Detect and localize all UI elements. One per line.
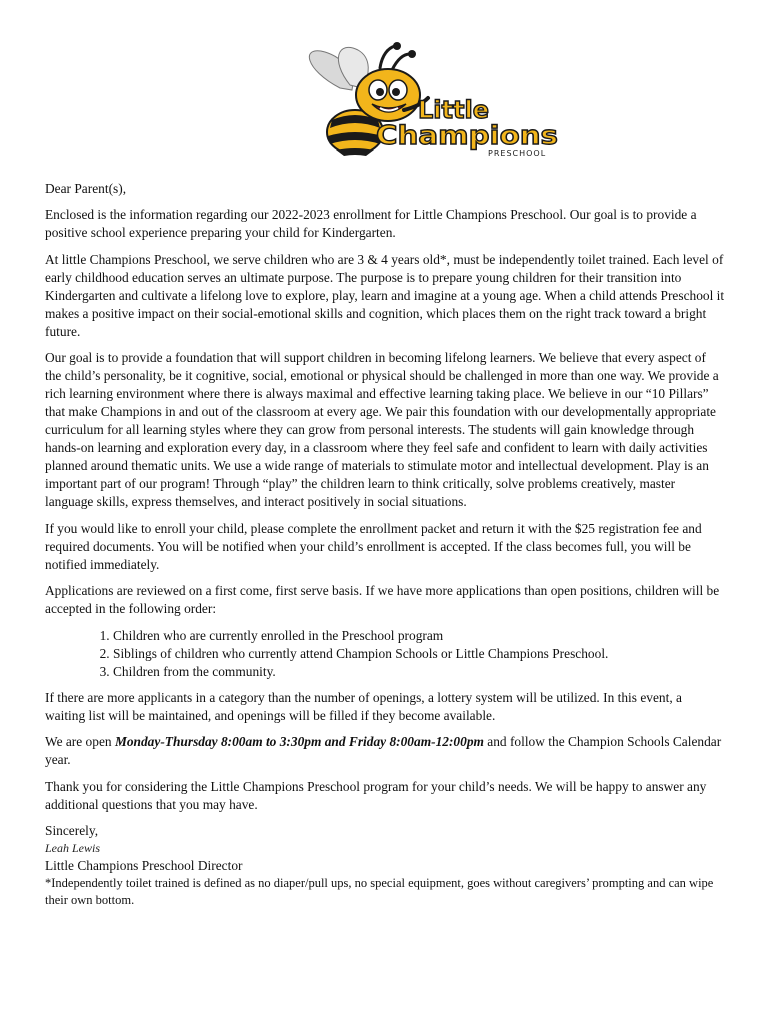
paragraph-our-goal: Our goal is to provide a foundation that will support children in becoming lifelong learners. We believe that every aspect of the child’s personality, be it cognitive, social, emotional or physical should be challenged in more than one way. We provide a rich learning environment where there is always maximal and effective learning taking place. We believe in our “10 Pillars” that make Champions in and out of the classroom at every age. We pair this foundation with our developmentally appropriate curriculum for all learning styles where they can grow from personal interests. The students will gain knowledge through hands-on learning and exploration every day, in a classroom where they feel safe and confident to learn with daily activities planned around thematic units. We use a wide range of materials to stimulate motor and intellectual development. Play is an important part of our program! Through “play” the children learn to think critically, solve problems creatively, master language skills, express themselves, and interact positively in social situations. xyxy=(45,350,719,509)
paragraph-enrollment-intro: Enclosed is the information regarding our 2022-2023 enrollment for Little Champions Preschool. Our goal is to provide a positive school experience preparing your child for Kindergarten. xyxy=(45,207,697,240)
footnote: *Independently toilet trained is defined as no diaper/pull ups, no special equipment, goes without caregivers’ prompting and can wipe their own bottom. xyxy=(45,876,714,907)
list-item: 2. Siblings of children who currently attend Champion Schools or Little Champions Preschool. xyxy=(113,645,725,663)
hours-suffix: and follow the Champion Schools Calendar year. xyxy=(45,734,722,767)
logo-line-champions: Champions xyxy=(376,121,558,151)
paragraph-how-to-enroll: If you would like to enroll your child, please complete the enrollment packet and return it with the $25 registration fee and required documents. You will be notified when your child’s enrollment is accepted. If the class becomes full, you will be notified immediately. xyxy=(45,520,702,572)
signature: Leah Lewis xyxy=(45,841,101,855)
paragraph-application-review: Applications are reviewed on a first come, first serve basis. If we have more applications than open positions, children will be accepted in the following order: xyxy=(45,583,720,616)
signer-title: Little Champions Preschool Director xyxy=(45,858,243,873)
list-item: 1. Children who are currently enrolled in the Preschool program xyxy=(113,627,725,645)
hours-schedule: Monday-Thursday 8:00am to 3:30pm and Friday 8:00am-12:00pm xyxy=(114,734,484,749)
bee-antenna xyxy=(380,46,410,70)
paragraph-lottery: If there are more applicants in a category than the number of openings, a lottery system will be utilized. In this event, a waiting list will be maintained, and openings will be filled if they become available. xyxy=(45,689,682,723)
greeting: Dear Parent(s), xyxy=(45,181,127,196)
logo-line-preschool: PRESCHOOL xyxy=(488,149,547,158)
hours-prefix: We are open xyxy=(45,734,115,749)
logo-line-little: Little xyxy=(418,96,489,124)
acceptance-order-list xyxy=(45,627,725,681)
little-champions-logo xyxy=(300,40,562,160)
letter-body xyxy=(45,180,725,918)
paragraph-who-we-serve: At little Champions Preschool, we serve children who are 3 & 4 years old*, must be independently toilet trained. Each level of early childhood education serves an ultimate purpose. The purpose is to prepare young children for their transition into Kindergarten and cultivate a lifelong love to explore, play, learn and imagine at a young age. When a child attends Preschool it makes a positive impact on their social-emotional skills and cognition, which places them on the right track toward a bright future. xyxy=(45,251,725,339)
bee-head xyxy=(356,69,420,121)
signature-block xyxy=(45,822,725,875)
paragraph-thank-you: Thank you for considering the Little Champions Preschool program for your child’s needs. We will be happy to answer any additional questions that you may have. xyxy=(45,778,707,812)
list-item: 3. Children from the community. xyxy=(113,663,725,681)
closing: Sincerely, xyxy=(45,823,99,838)
paragraph-hours xyxy=(45,733,725,769)
